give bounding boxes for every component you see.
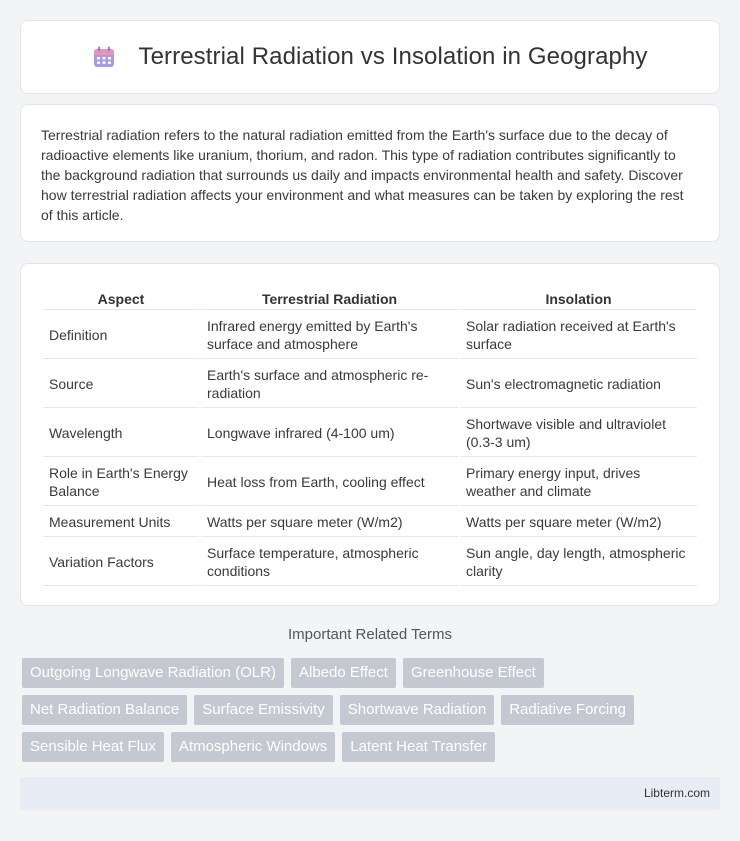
table-cell: Watts per square meter (W/m2) — [201, 508, 458, 537]
header-card — [20, 20, 720, 94]
term-tag[interactable]: Net Radiation Balance — [22, 695, 187, 725]
table-cell: Wavelength — [43, 410, 199, 457]
header-aspect: Aspect — [43, 286, 199, 310]
term-tag[interactable]: Radiative Forcing — [501, 695, 634, 725]
term-tag[interactable]: Sensible Heat Flux — [22, 732, 164, 762]
table-cell: Earth's surface and atmospheric re-radiation — [201, 361, 458, 408]
footer-site-link[interactable]: Libterm.com — [643, 786, 710, 800]
table-cell: Shortwave visible and ultraviolet (0.3-3 um) — [460, 410, 697, 457]
table-header-row — [43, 286, 697, 310]
table-cell: Surface temperature, atmospheric conditions — [201, 539, 458, 586]
table-row — [43, 410, 697, 457]
related-terms-title: Important Related Terms — [288, 626, 452, 643]
table-cell: Role in Earth's Energy Balance — [43, 459, 199, 506]
page-title: Terrestrial Radiation vs Insolation in Geography — [138, 43, 648, 70]
table-cell: Primary energy input, drives weather and climate — [460, 459, 697, 506]
table-cell: Source — [43, 361, 199, 408]
table-row — [43, 361, 697, 408]
footer — [20, 777, 720, 810]
header-terrestrial: Terrestrial Radiation — [201, 286, 458, 310]
table-cell: Heat loss from Earth, cooling effect — [201, 459, 458, 506]
header-insolation: Insolation — [460, 286, 697, 310]
table-row — [43, 312, 697, 359]
term-tag[interactable]: Surface Emissivity — [194, 695, 333, 725]
term-tag[interactable]: Shortwave Radiation — [340, 695, 494, 725]
table-cell: Sun's electromagnetic radiation — [460, 361, 697, 408]
table-cell: Longwave infrared (4-100 um) — [201, 410, 458, 457]
table-cell: Variation Factors — [43, 539, 199, 586]
term-tag[interactable]: Atmospheric Windows — [171, 732, 335, 762]
term-tag[interactable]: Outgoing Longwave Radiation (OLR) — [22, 658, 284, 688]
table-cell: Measurement Units — [43, 508, 199, 537]
term-tag[interactable]: Albedo Effect — [291, 658, 396, 688]
table-row — [43, 539, 697, 586]
term-tag[interactable]: Greenhouse Effect — [403, 658, 544, 688]
tag-row — [22, 695, 722, 725]
table-row — [43, 459, 697, 506]
table-row — [43, 508, 697, 537]
table-cell: Watts per square meter (W/m2) — [460, 508, 697, 537]
table-cell: Solar radiation received at Earth's surface — [460, 312, 697, 359]
calendar-icon — [92, 45, 116, 69]
term-tag[interactable]: Latent Heat Transfer — [342, 732, 495, 762]
related-terms-list — [22, 658, 722, 769]
comparison-table-card — [20, 263, 720, 606]
table-cell: Sun angle, day length, atmospheric clarity — [460, 539, 697, 586]
tag-row — [22, 732, 722, 762]
comparison-table — [41, 284, 699, 588]
table-cell: Infrared energy emitted by Earth's surface and atmosphere — [201, 312, 458, 359]
intro-card — [20, 104, 720, 242]
table-cell: Definition — [43, 312, 199, 359]
intro-text: Terrestrial radiation refers to the natural radiation emitted from the Earth's surface due to the decay of radioactive elements like uranium, thorium, and radon. This type of radiation contributes significantly to the background radiation that surrounds us daily and impacts environmental health and safety. Discover how terrestrial radiation affects your environment and what measures can be taken by exploring the rest of this article. — [41, 127, 684, 223]
tag-row — [22, 658, 722, 688]
